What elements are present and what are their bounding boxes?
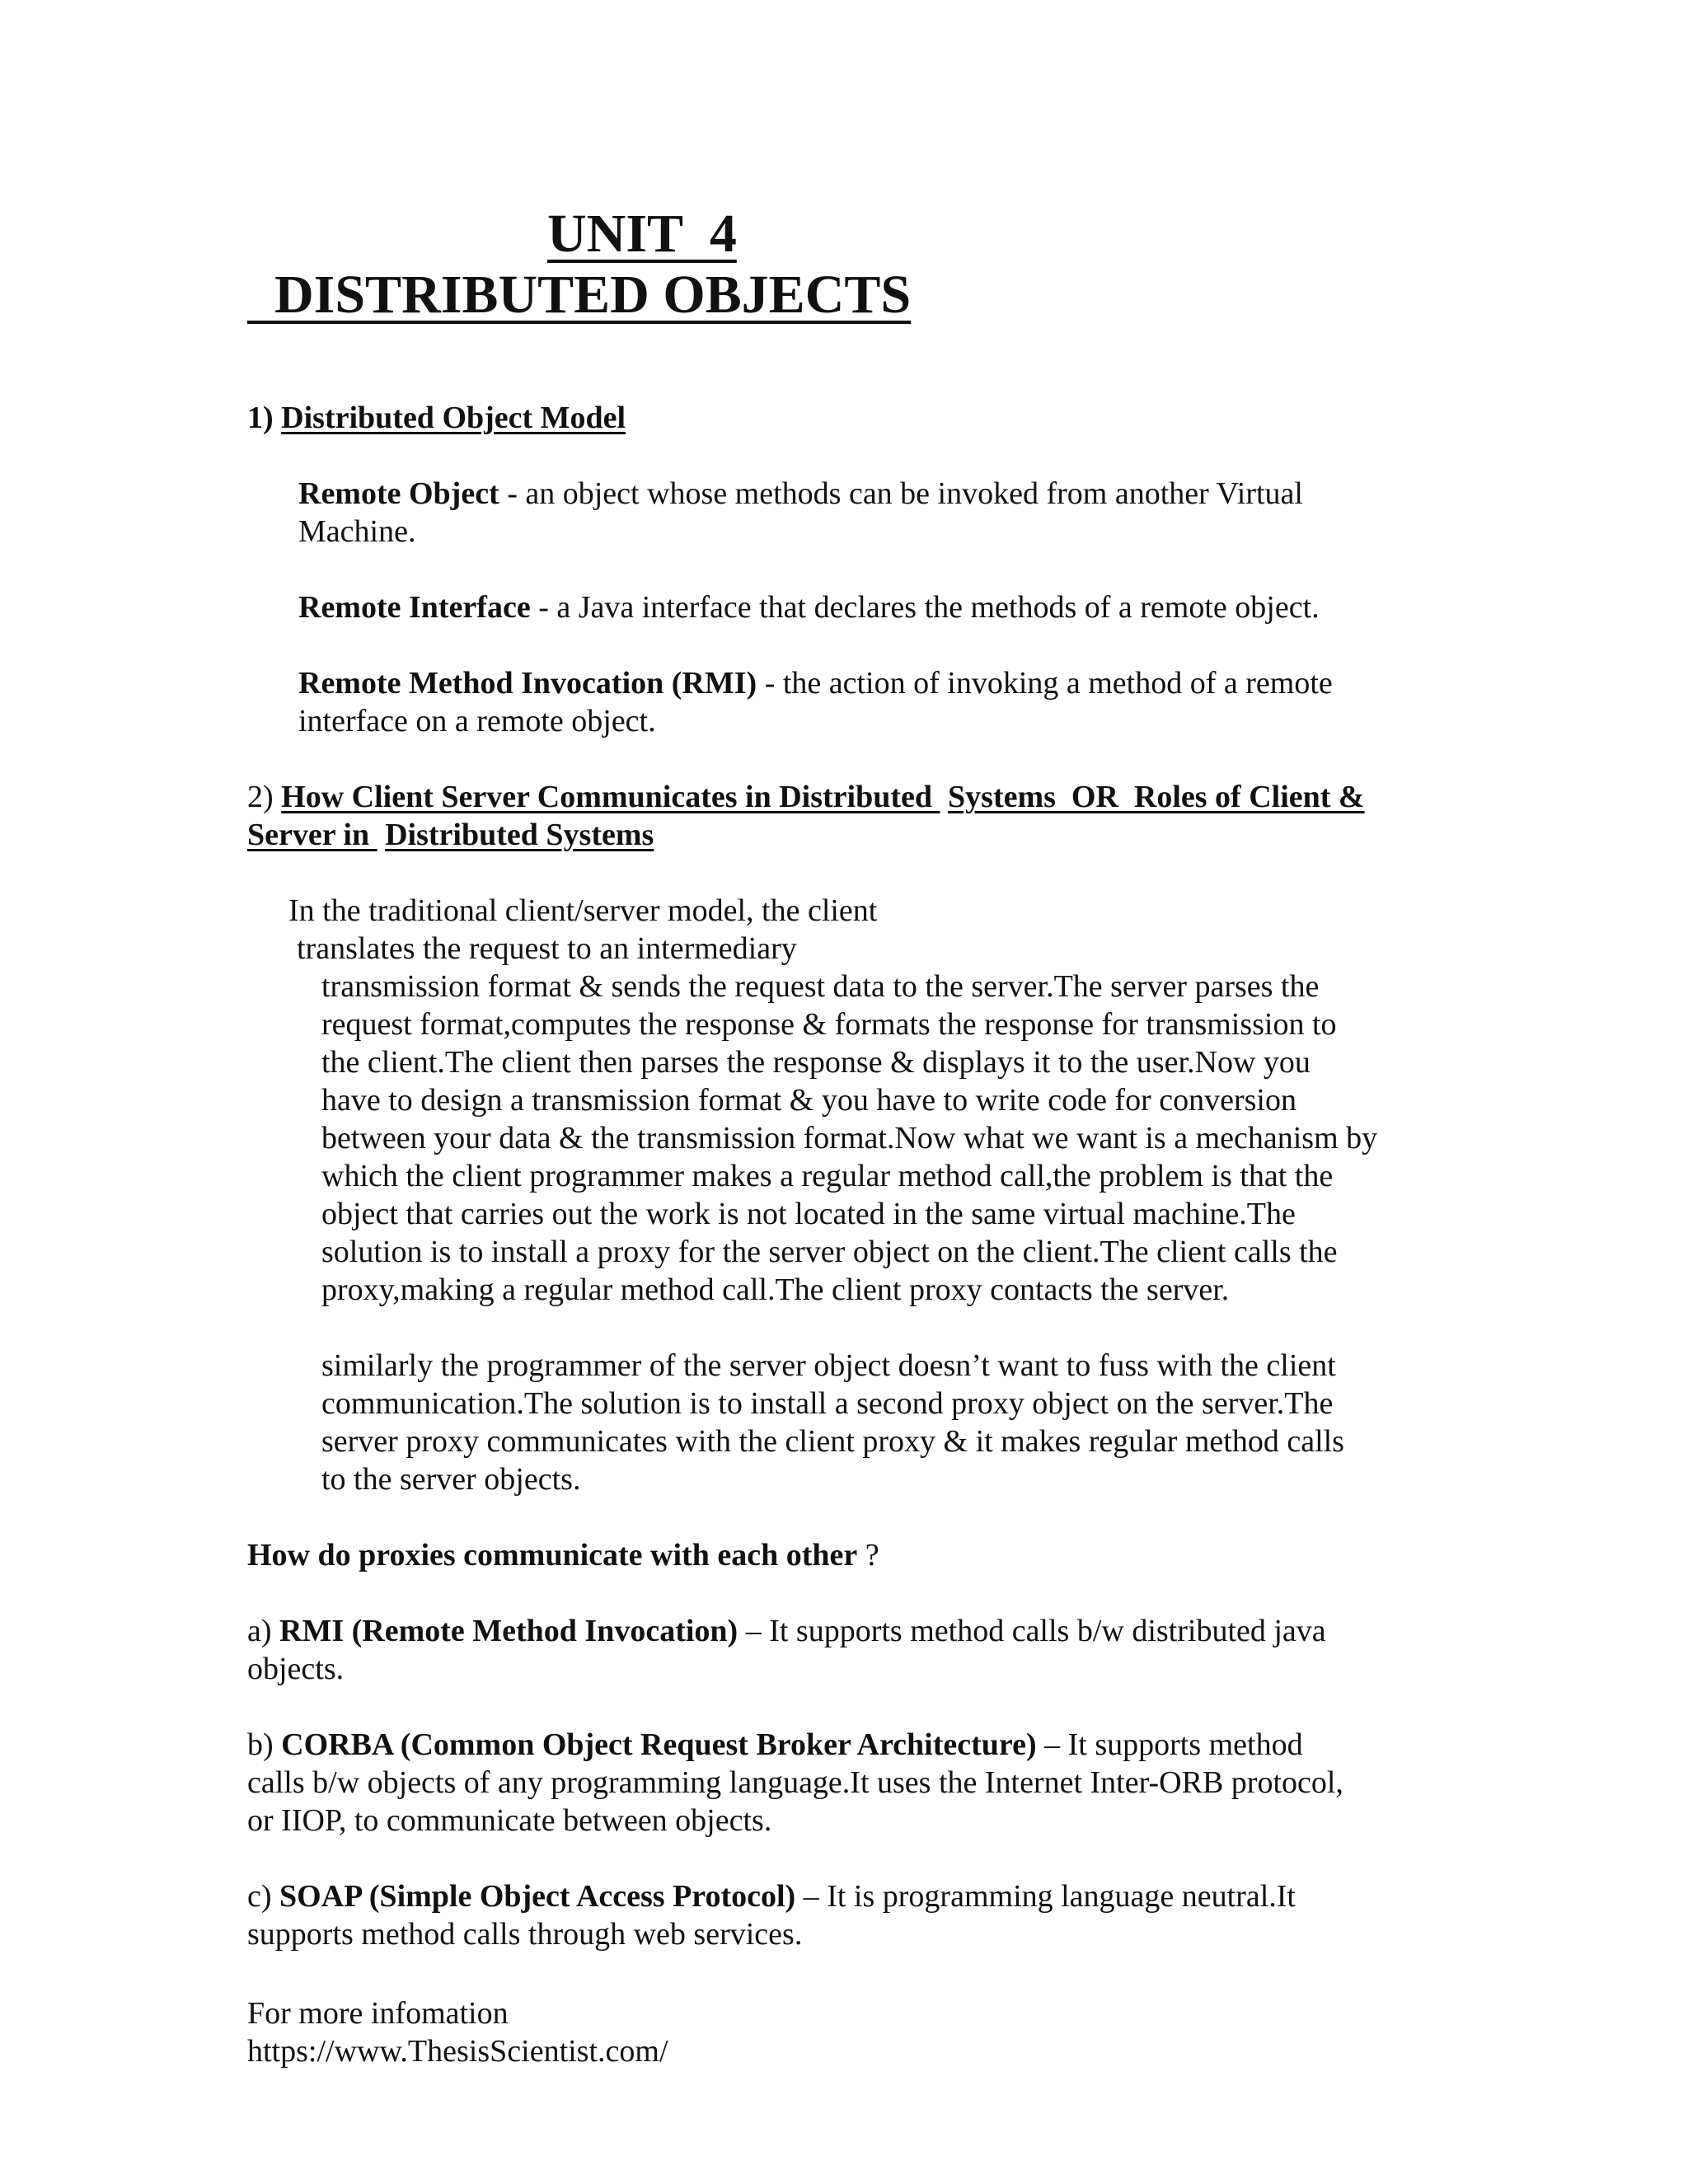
definition-text: - an object whose methods can be invoked from another Virtual (499, 476, 1303, 511)
paragraph-line: server proxy communicates with the client proxy & it makes regular method calls (321, 1424, 1344, 1459)
item-text: – It supports method calls b/w distributed java (738, 1614, 1326, 1648)
definition-remote-object (298, 475, 1303, 551)
section2-heading (247, 778, 1365, 854)
definition-remote-interface (298, 588, 1320, 626)
item-text: – It is programming language neutral.It (795, 1879, 1296, 1914)
definition-rmi (298, 664, 1333, 740)
section2-number: 2) (247, 780, 282, 814)
section2-title-part: Distributed Systems (385, 818, 654, 852)
paragraph-line: object that carries out the work is not located in the same virtual machine.The (321, 1197, 1296, 1231)
paragraph-line: solution is to install a proxy for the server object on the client.The client calls the (321, 1235, 1338, 1269)
unit-title: UNIT 4 (547, 204, 737, 264)
paragraph-line: similarly the programmer of the server object doesn’t want to fuss with the client (321, 1348, 1336, 1383)
proxy-item-rmi (247, 1612, 1326, 1688)
item-text: – It supports method (1036, 1727, 1303, 1762)
definition-term: Remote Method Invocation (RMI) (298, 666, 757, 701)
item-text: or IIOP, to communicate between objects. (247, 1803, 772, 1838)
paragraph-server-proxy (321, 1347, 1344, 1498)
proxy-item-corba (247, 1726, 1343, 1840)
definition-text: - a Java interface that declares the methods of a remote object. (530, 590, 1320, 625)
subject-title: DISTRIBUTED OBJECTS (247, 265, 912, 325)
paragraph-line: to the server objects. (321, 1462, 581, 1497)
item-text: supports method calls through web services. (247, 1917, 803, 1952)
item-prefix: c) (247, 1879, 280, 1914)
definition-text: - the action of invoking a method of a remote (757, 666, 1333, 701)
footer-text: For more infomation (247, 1996, 509, 2031)
question-mark: ? (857, 1538, 879, 1572)
paragraph-line: translates the request to an intermediary (297, 931, 797, 966)
section2-title-part: Server in (247, 818, 377, 852)
paragraph-line: the client.The client then parses the response & displays it to the user.Now you (321, 1045, 1311, 1080)
item-term: RMI (Remote Method Invocation) (279, 1614, 738, 1648)
footer (247, 1994, 668, 2070)
paragraph-line: have to design a transmission format & you have to write code for conversion (321, 1083, 1296, 1118)
paragraph-line: request format,computes the response & formats the response for transmission to (321, 1007, 1337, 1042)
paragraph-line: proxy,making a regular method call.The client proxy contacts the server. (321, 1272, 1230, 1307)
paragraph-line: which the client programmer makes a regular method call,the problem is that the (321, 1159, 1334, 1193)
paragraph-line: between your data & the transmission format.Now what we want is a mechanism by (321, 1121, 1378, 1155)
footer-url[interactable]: https://www.ThesisScientist.com/ (247, 2034, 668, 2069)
paragraph-line: communication.The solution is to install a second proxy object on the server.The (321, 1386, 1334, 1421)
section1-title: Distributed Object Model (281, 401, 626, 435)
proxy-item-soap (247, 1877, 1296, 1953)
item-prefix: b) (247, 1727, 282, 1762)
item-prefix: a) (247, 1614, 280, 1648)
definition-text: interface on a remote object. (298, 704, 656, 738)
section2-title-part: How Client Server Communicates in Distributed (281, 780, 940, 814)
item-text: objects. (247, 1652, 345, 1686)
section1-heading (247, 399, 626, 437)
item-term: SOAP (Simple Object Access Protocol) (279, 1879, 796, 1914)
definition-text: Machine. (298, 514, 416, 549)
item-term: CORBA (Common Object Request Broker Architecture) (281, 1727, 1037, 1762)
paragraph-line: transmission format & sends the request data to the server.The server parses the (321, 969, 1320, 1004)
definition-term: Remote Interface (298, 590, 531, 625)
question-text: How do proxies communicate with each other (247, 1538, 858, 1572)
item-text: calls b/w objects of any programming language.It uses the Internet Inter-ORB protocol, (247, 1765, 1343, 1800)
section2-title-part: Systems OR Roles of Client & (948, 780, 1365, 814)
paragraph-line: In the traditional client/server model, the client (288, 893, 878, 928)
proxies-question (247, 1536, 879, 1574)
definition-term: Remote Object (298, 476, 499, 511)
paragraph-client-server (0, 892, 1688, 1309)
section1-number: 1) (247, 401, 282, 435)
